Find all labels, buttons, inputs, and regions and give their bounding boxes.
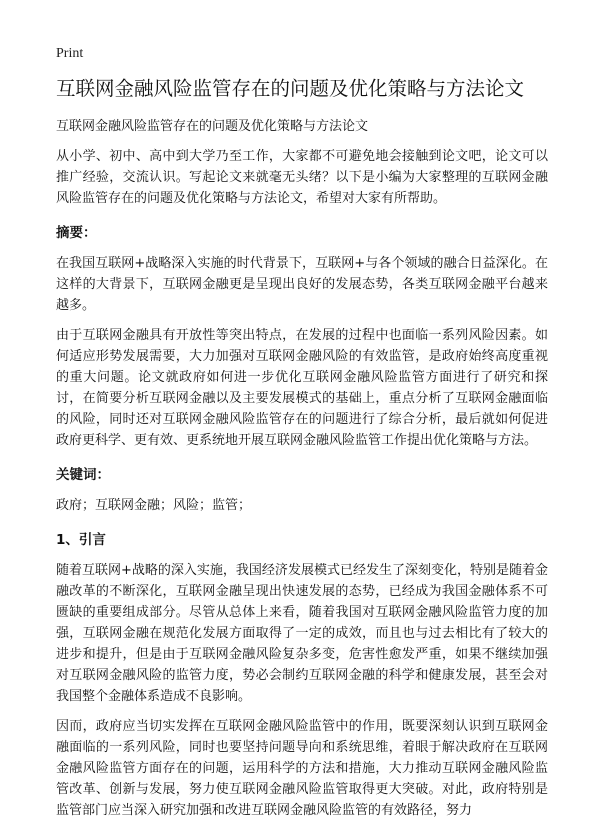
abstract-paragraph: 由于互联网金融具有开放性等突出特点，在发展的过程中也面临一系列风险因素。如何适应形势发展需要，大力加强对互联网金融风险的有效监管，是政府始终高度重视的重大问题。论文就政府如何进一步优化互联网金融风险监管方面进行了研究和探讨，在简要分析互联网金融以及主要发展模式的基础上，重点分析了互联网金融面临的风险，同时还对互联网金融风险监管存在的问题进行了综合分析，最后就如何促进政府更科学、更有效、更系统地开展互联网金融风险监管工作提出优化策略与方法。 <box>56 328 548 448</box>
page-title: 互联网金融风险监管存在的问题及优化策略与方法论文 <box>56 77 525 100</box>
abstract-heading: 摘要： <box>56 225 97 241</box>
print-link[interactable]: Print <box>56 46 84 61</box>
body-paragraph: 随着互联网+战略的深入实施，我国经济发展模式已经发生了深刻变化，特别是随着金融改革的不断深化，互联网金融呈现出快速发展的态势，已经成为我国金融体系不可匮缺的重要组成部分。尽管从总体上来看，随着我国对互联网金融风险监管力度的加强，互联网金融在规范化发展方面取得了一定的成效，而且也与过去相比有了较大的进步和提升，但是由于互联网金融风险复杂多变，危害性愈发严重，如果不继续加强对互联网金融风险的监管力度，势必会制约互联网金融的科学和健康发展，甚至会对我国整个金融体系造成不良影响。 <box>56 563 548 704</box>
subtitle: 互联网金融风险监管存在的问题及优化策略与方法论文 <box>56 119 369 134</box>
abstract-paragraph: 在我国互联网+战略深入实施的时代背景下，互联网+与各个领域的融合日益深化。在这样的大背景下，互联网金融更是呈现出良好的发展态势，各类互联网金融平台越来越多。 <box>56 256 548 313</box>
section-heading-introduction: 1、引言 <box>56 532 106 548</box>
keywords-heading: 关键词： <box>56 467 110 483</box>
intro-paragraph: 从小学、初中、高中到大学乃至工作，大家都不可避免地会接触到论文吧，论文可以推广经验，交流认识。写起论文来就毫无头绪？以下是小编为大家整理的互联网金融风险监管存在的问题及优化策略与方法论文，希望对大家有所帮助。 <box>56 149 548 206</box>
keywords-text: 政府；互联网金融；风险；监管； <box>56 498 252 513</box>
body-paragraph: 因而，政府应当切实发挥在互联网金融风险监管中的作用，既要深刻认识到互联网金融面临的一系列风险，同时也要坚持问题导向和系统思维，着眼于解决政府在互联网金融风险监管方面存在的问题，运用科学的方法和措施，大力推动互联网金融风险监管改革、创新与发展，努力使互联网金融风险监管取得更大突破。对此，政府特别是监管部门应当深入研究加强和改进互联网金融风险监管的有效路径，努力 <box>56 719 548 818</box>
